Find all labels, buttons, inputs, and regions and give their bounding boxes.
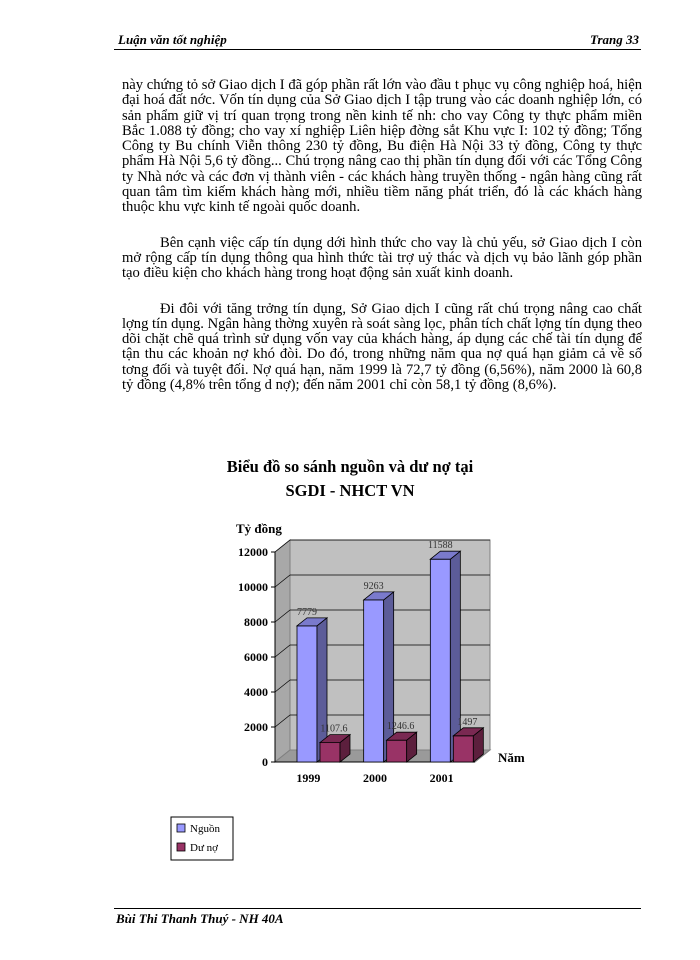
y-tick-label-6: 12000 <box>238 545 268 559</box>
x-tick-label-0: 1999 <box>296 771 321 785</box>
y-tick-label-2: 4000 <box>244 685 268 699</box>
data-label-0-0: 7779 <box>297 606 317 618</box>
bar-1-0 <box>320 743 340 762</box>
bar-0-0 <box>297 626 317 762</box>
chart-title-line-1: Biểu đồ so sánh nguồn và dư nợ tại <box>226 457 474 476</box>
legend-label-0: Nguồn <box>190 823 220 835</box>
bar-1-2 <box>453 736 473 762</box>
legend-swatch-1 <box>177 843 185 851</box>
legend-label-1: Dư nợ <box>190 842 218 854</box>
paragraph-2: Bên cạnh việc cấp tín dụng dới hình thức cho vay là chủ yếu, sở Giao dịch I còn mở rộng cấp tín dụng thông qua hình thức tài trợ uỷ thác và dịch vụ bảo lãnh góp phần tạo điều kiện cho khách hàng trong hoạt động sản xuất kinh doanh. <box>122 234 642 282</box>
header-title: Luận văn tốt nghiệp <box>118 32 227 47</box>
footer-rule <box>114 908 641 909</box>
paragraph-3: Đi đôi với tăng trởng tín dụng, Sở Giao dịch I cũng rất chú trọng nâng cao chất lợng tín dụng. Ngân hàng thờng xuyên rà soát sàng lọc, phân tích chất lợng tín dụng theo dõi chặt chẽ quá trình sử dụng vốn vay của khách hàng, áp dụng các chế tài tín dụng để tận thu các khoản nợ khó đòi. Do đó, trong những năm qua nợ quá hạn giảm cả về số tơng đối và tuyệt đối. Nợ quá hạn, năm 1999 là 72,7 tỷ đồng (6,56%), năm 2000 là 60,8 tỷ đồng (4,8% trên tổng d nợ); đến năm 2001 chỉ còn 58,1 tỷ đồng (8,6%). <box>122 300 642 394</box>
data-label-1-1: 1246.6 <box>386 721 415 733</box>
x-tick-label-2: 2001 <box>429 771 454 785</box>
x-tick-label-1: 2000 <box>363 771 387 785</box>
y-tick-label-0: 0 <box>262 755 268 769</box>
data-label-1-2: 1497 <box>457 716 478 728</box>
legend-swatch-0 <box>177 824 185 832</box>
y-tick-label-5: 10000 <box>238 580 268 594</box>
y-tick-label-1: 2000 <box>244 720 268 734</box>
chart-title-line-2: SGDI - NHCT VN <box>285 481 415 500</box>
y-tick-label-4: 8000 <box>244 615 268 629</box>
bar-0-2 <box>430 559 450 762</box>
bar-side-0-2 <box>450 551 460 762</box>
page-number: Trang 33 <box>590 32 639 47</box>
paragraph-1: này chứng tỏ sở Giao dịch I đã góp phần rất lớn vào đầu t phục vụ công nghiệp hoá, hiện đại hoá đất nớc. Vốn tín dụng của Sở Giao dịch I tập trung vào các doanh nghiệp lớn, có sản phẩm giữ vị trí quan trọng trong nền kinh tế nh: cho vay Công ty thực phẩm miền Bắc 1.088 tỷ đồng; cho vay xí nghiệp Liên hiệp đờng sắt Khu vực I: 102 tỷ đồng; Tổng Công ty Bu chính Viễn thông 230 tỷ đồng, Bu điện Hà Nội 33 tỷ đồng, Công ty thực phẩm Hà Nội 5,6 tỷ đồng... Chú trọng nâng cao thị phần tín dụng đối với các Tổng Công ty Nhà nớc và các đơn vị thành viên - các khách hàng truyền thống - ngân hàng cũng rất quan tâm tìm kiếm khách hàng mới, nhiều tiềm năng phát triển, đó là các khách hàng thuộc khu vực kinh tế ngoài quốc doanh. <box>122 77 642 216</box>
data-label-0-2: 11588 <box>428 540 453 552</box>
footer-author: Bùi Thi Thanh Thuý - NH 40A <box>116 911 284 926</box>
bar-1-1 <box>387 740 407 762</box>
x-axis-label: Năm <box>498 750 525 765</box>
y-axis-label: Tỷ đồng <box>236 521 282 536</box>
y-tick-label-3: 6000 <box>244 650 268 664</box>
bar-0-1 <box>364 600 384 762</box>
data-label-1-0: 1107.6 <box>320 723 348 735</box>
data-label-0-1: 9263 <box>363 580 384 592</box>
